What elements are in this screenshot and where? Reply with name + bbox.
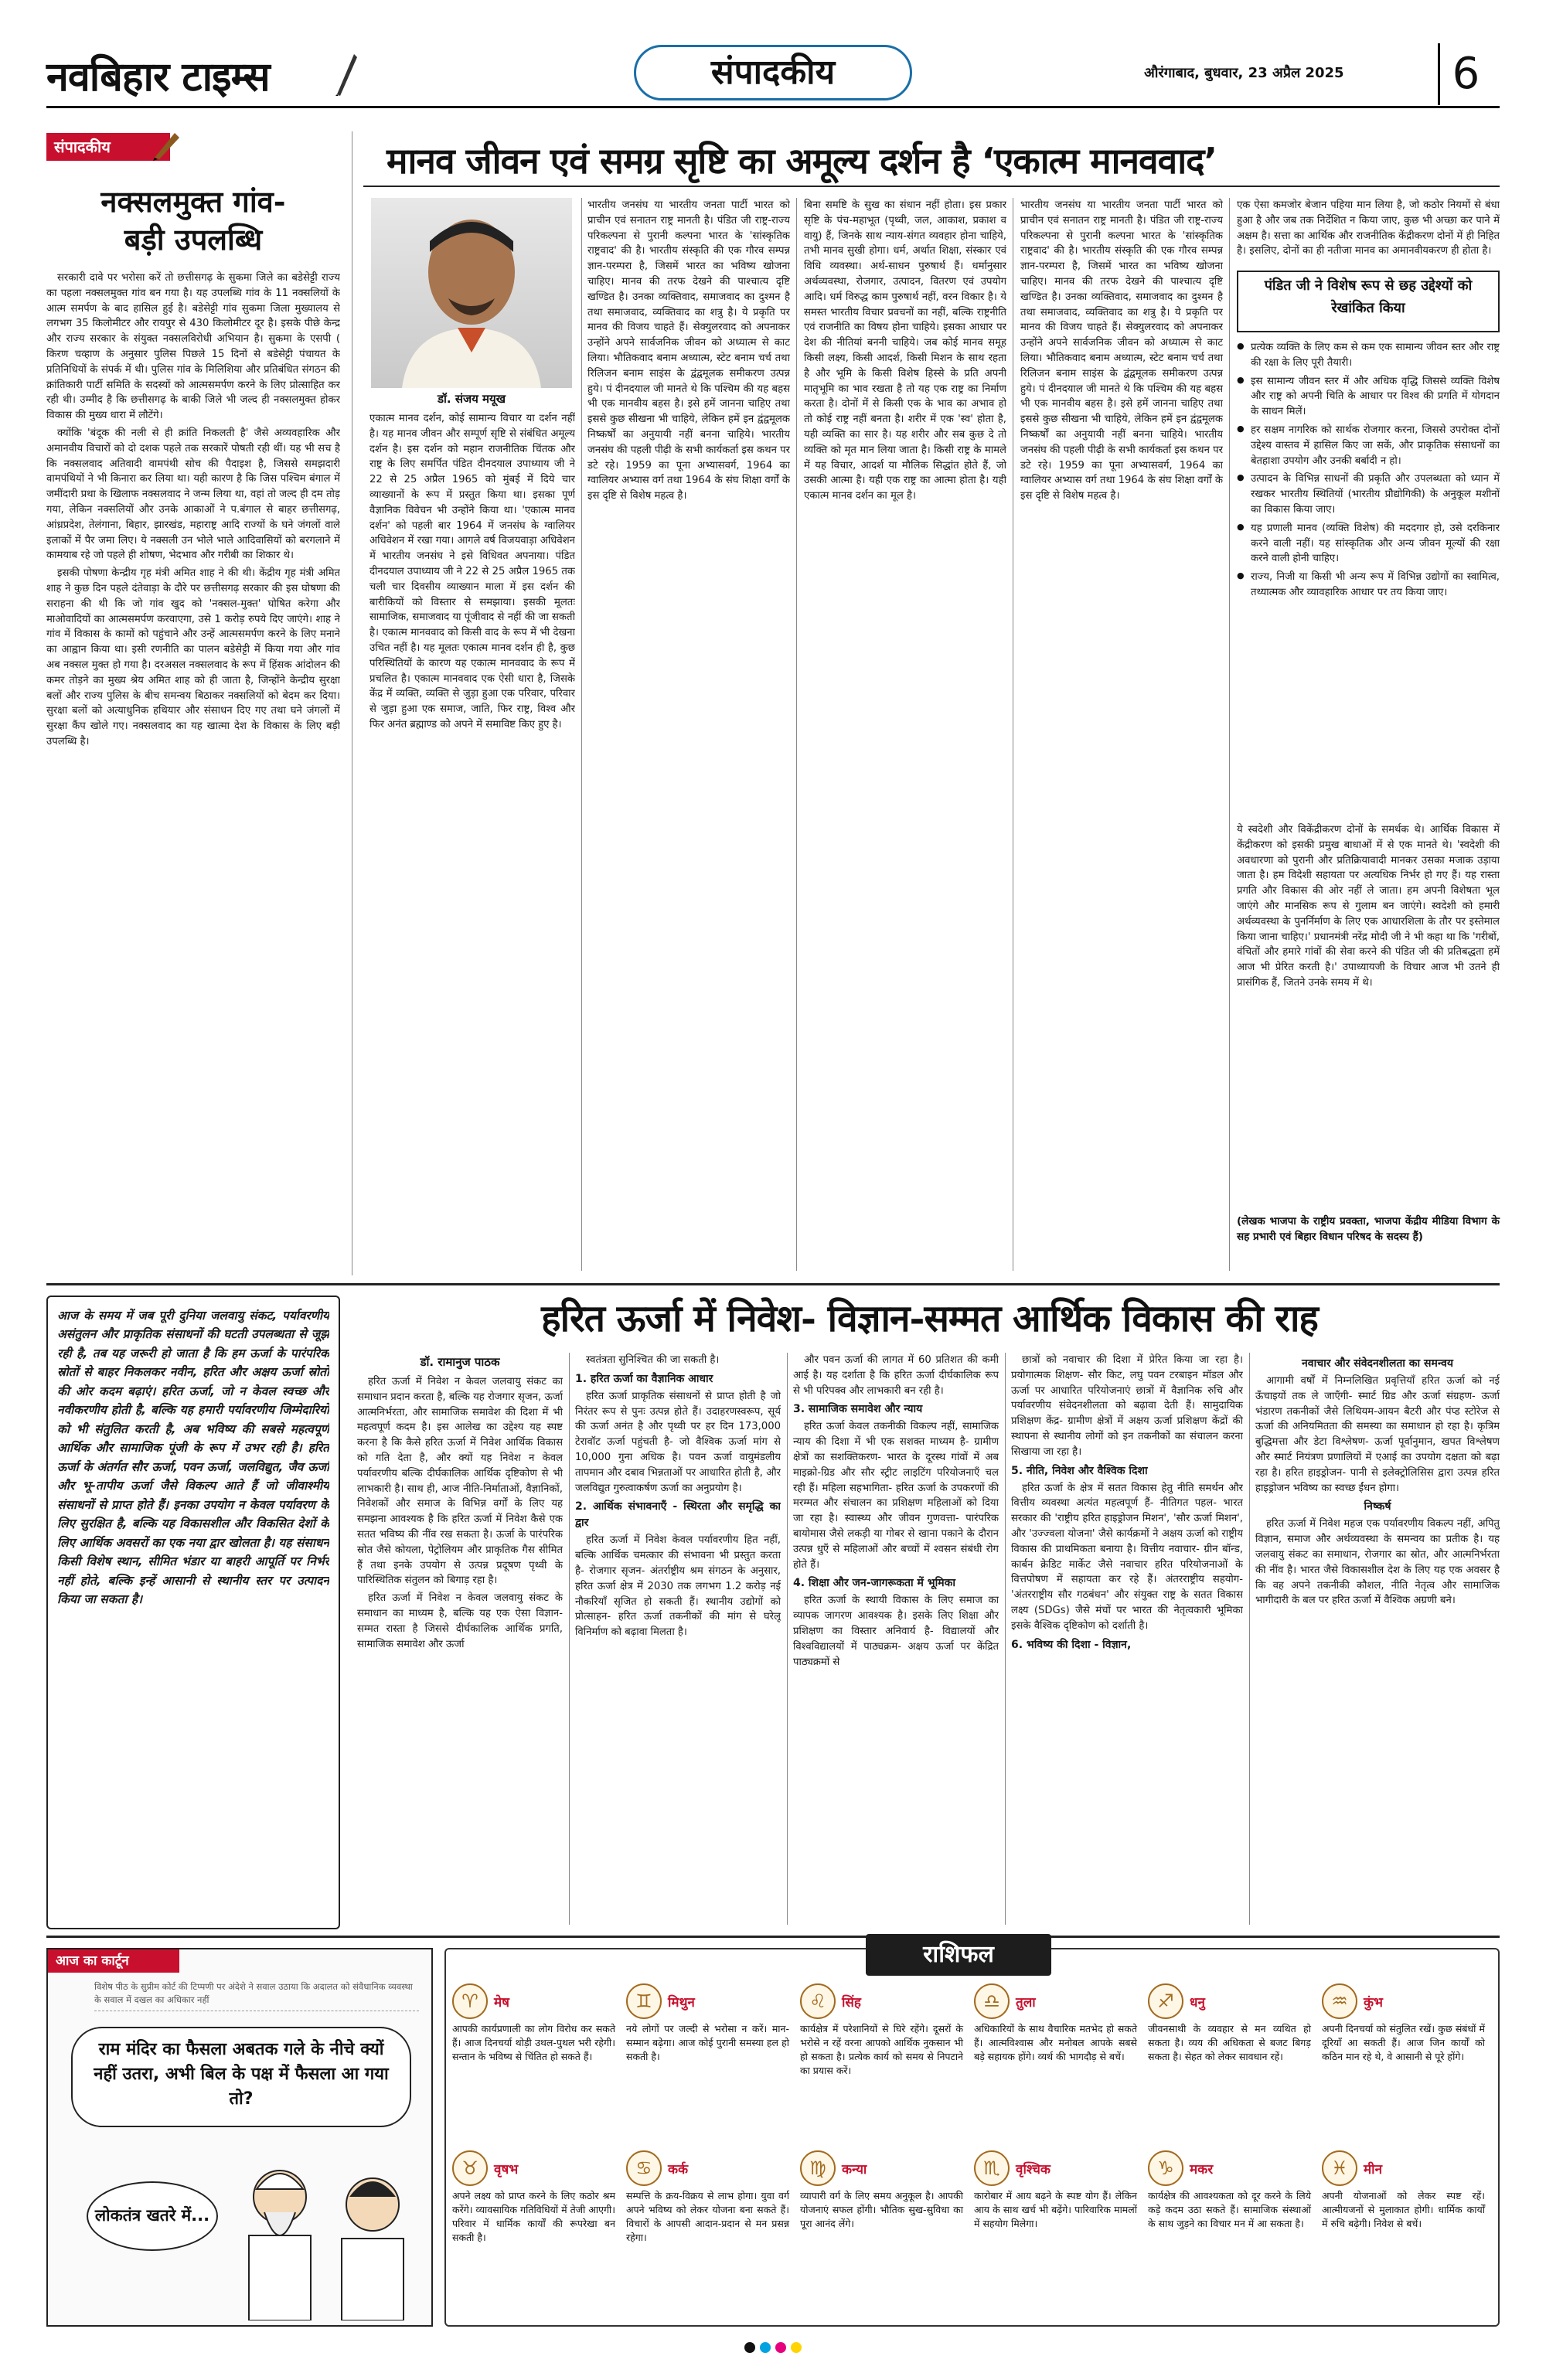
column-divider (1229, 198, 1230, 1271)
article2-column-4 (1011, 1353, 1243, 1925)
article2-paragraph: आगामी वर्षों में निम्नलिखित प्रवृत्तियाँ हरित ऊर्जा को नई ऊँचाइयों तक ले जाएँगी- स्मार्ट ग्रिड और ऊर्जा संग्रहण- ऊर्जा भंडारण तकनीकों जैसे लिथियम-आयन बैटरी और पंप्ड स्टोरेज से ऊर्जा की अनियमितता की समस्या का समाधान हो रहा है। कृत्रिम बुद्धिमत्ता और डेटा विश्लेषण- ऊर्जा पूर्वानुमान, खपत विश्लेषण और स्मार्ट नियंत्रण प्रणालियों में एआई का उपयोग दक्षता को बढ़ा रहा है। हरित हाइड्रोजन- पानी से इलेक्ट्रोलिसिस द्वारा उत्पन्न हरित हाइड्रोजन भविष्य का स्वच्छ ईंधन होगा। (1255, 1375, 1500, 1494)
rashifal-title-text: राशिफल (923, 1941, 994, 1968)
article2-column-5 (1255, 1353, 1500, 1925)
article2-paragraph: हरित ऊर्जा में निवेश न केवल जलवायु संकट के समाधान का माध्यम है, बल्कि यह एक ऐसा विज्ञान-सम्मत रास्ता है जिससे दीर्घकालिक आर्थिक प्रगति, सामाजिक समावेश और ऊर्जा (357, 1592, 563, 1650)
article1-author-credit: (लेखक भाजपा के राष्ट्रीय प्रवक्ता, भाजपा केंद्रीय मीडिया विभाग के सह प्रभारी एवं बिहार विधान परिषद के सदस्य हैं) (1237, 1215, 1500, 1244)
article1-column-4-bottom: ये स्वदेशी और विकेंद्रीकरण दोनों के समर्थक थे। आर्थिक विकास में केंद्रीकरण को इसकी प्रमुख बाधाओं में से एक मानते थे। 'स्वदेशी की अवधारणा को पुरानी और प्रतिक्रियावादी मानकर उसका मजाक उड़ाया जाता है। हम विदेशी सहायता पर अत्यधिक निर्भर हो गए हैं। यह रास्ता प्रगति और विकास की ओर नहीं ले जाता। हम अपनी विशेषता भूल जाएंगे और मानसिक रूप से गुलाम बन जाएंगे। स्वदेशी को हमारी अर्थव्यवस्था के पुनर्निर्माण के लिए एक आधारशिला के तौर पर इस्तेमाल किया जाना चाहिए।' प्रधानमंत्री नरेंद्र मोदी जी ने भी कहा था कि 'गरीबों, वंचितों और हमारे गांवों की सेवा करने की पंडित जी की प्रतिबद्धता हमें आज भी प्रेरित करती है।' उपाध्यायजी के विचार आज भी उतने ही प्रासंगिक हैं, जितने उनके समय में थे। (1237, 824, 1500, 989)
page-number: 6 (1438, 43, 1492, 105)
article2-subhead: नवाचार और संवेदनशीलता का समन्वय (1302, 1357, 1453, 1370)
zodiac-name: मकर (1190, 2161, 1214, 2177)
rashifal-title (866, 1934, 1051, 1976)
section-separator (46, 1936, 1500, 1938)
article2-subhead: 6. भविष्य की दिशा - विज्ञान, (1011, 1638, 1132, 1651)
zodiac-icon: ♍ (800, 2150, 836, 2186)
cartoon-panel (46, 1948, 433, 2327)
zodiac-prediction: कार्यक्षेत्र में परेशानियों से घिरे रहेंगे। दूसरों के भरोसे न रहें वरना आपको आर्थिक नुकसान भी हो सकता है। प्रत्येक कार्य को समय से निपटाने का प्रयास करें। (800, 2023, 963, 2077)
pen-icon (152, 130, 182, 161)
objectives-box-title (1237, 271, 1500, 332)
column-divider (569, 1353, 570, 1925)
zodiac-card (626, 1983, 789, 2143)
objective-item: ● इस सामान्य जीवन स्तर में और अधिक वृद्धि जिससे व्यक्ति विशेष और राष्ट्र को अपनी चिति के आधार पर विश्व की प्रगति में योगदान के साधन मिलें। (1237, 374, 1500, 420)
zodiac-prediction: कार्यक्षेत्र की आवश्यकता को दूर करने के लिये कड़े कदम उठा सकते हैं। सामाजिक संस्थाओं के साथ जुड़ने का विचार मन में आ सकता है। (1148, 2190, 1311, 2230)
zodiac-card (452, 1983, 615, 2143)
article2-paragraph: हरित ऊर्जा के स्थायी विकास के लिए समाज का व्यापक जागरण आवश्यक है। इसके लिए शिक्षा और प्रशिक्षण का विस्तार अनिवार्य है- विद्यालयों और विश्वविद्यालयों में पाठ्यक्रम- अक्षय ऊर्जा पर केंद्रित पाठ्यक्रमों से (793, 1595, 999, 1668)
print-registration-marks (464, 2342, 1082, 2354)
article2-intro-box (46, 1296, 340, 1929)
zodiac-prediction: सम्पत्ति के क्रय-विक्रय से लाभ होगा। युवा वर्ग अपने भविष्य को लेकर योजना बना सकते हैं। विचारों के आपसी आदान-प्रदान से मन प्रसन्न रहेगा। (626, 2190, 789, 2244)
editorial-paragraph: इसकी पोषणा केन्द्रीय गृह मंत्री अमित शाह ने की थी। केंद्रीय गृह मंत्री अमित शाह ने कुछ दिन पहले दंतेवाड़ा के दौरे पर छत्तीसगढ़ सरकार की इस घोषणा की सराहना की थी कि जो गांव खुद को 'नक्सल-मुक्त' घोषित करेगा और माओवादियों का आत्मसमर्पण करवाएगा, उसे 1 करोड़ रुपये दिए जाएंगे। शाह ने गांव में विकास के कामों को पहुंचाने और उन्हें आत्मसमर्पण करने के लिए मनाने का आह्वान किया था। इसी रणनीति का पालन बडेसेट्टी में किया गया और गांव अब नक्सल मुक्त हो गया है। दरअसल नक्सलवाद के रूप में हिंसक आंदोलन की कमर तोड़ने का मुख्य श्रेय अमित शाह को ही जाता है, जिन्होंने केन्द्रीय सुरक्षा बलों और राज्य पुलिस के बीच समन्वय बिठाकर नक्सलियों को बेदम कर दिया। सुरक्षा बलों को अत्याधुनिक हथियार और संसाधन दिए गए तथा घने जंगलों में सुरक्षा कैंप खोले गए। नक्सलवाद का यह खात्मा देश के विकास के लिए बड़ी उपलब्धि है। (46, 567, 340, 747)
objectives-list (1237, 340, 1500, 819)
article2-column-3 (793, 1353, 999, 1925)
dateline: औरंगाबाद, बुधवार, 23 अप्रैल 2025 (1144, 65, 1344, 81)
article2-column-2 (575, 1353, 781, 1925)
zodiac-icon: ♎ (974, 1983, 1010, 2019)
article2-paragraph: हरित ऊर्जा केवल तकनीकी विकल्प नहीं, सामाजिक न्याय की दिशा में भी एक सशक्त माध्यम है- ग्रामीण क्षेत्रों का सशक्तिकरण- भारत के दूरस्थ गांवों में अब माइक्रो-ग्रिड और सौर स्ट्रीट लाइटिंग परियोजनाएँ चल रही हैं। महिला सहभागिता- हरित ऊर्जा के उपकरणों की मरम्मत और संचालन का प्रशिक्षण महिलाओं को दिया जा रहा है। स्वास्थ्य और जीवन गुणवत्ता- पारंपरिक बायोमास जैसे लकड़ी या गोबर से खाना पकाने के दौरान उत्पन्न धुएँ से महिलाओं और बच्चों में श्वसन संबंधी रोग होते हैं। (793, 1421, 999, 1571)
article2-subhead: 3. सामाजिक समावेश और न्याय (793, 1403, 923, 1416)
article2-author: डॉ. रामानुज पाठक (420, 1355, 500, 1369)
zodiac-card (452, 2150, 615, 2310)
objectives-box-title-text: पंडित जी ने विशेष रूप से छह उद्देश्यों को रेखांकित किया (1264, 277, 1473, 316)
column-divider (581, 198, 582, 1271)
zodiac-name: मिथुन (668, 1994, 695, 2011)
article2-paragraph: छात्रों को नवाचार की दिशा में प्रेरित किया जा रहा है। प्रयोगात्मक शिक्षण- सौर किट, लघु पवन टरबाइन मॉडल और ऊर्जा पर आधारित परियोजनाएं छात्रों में वैज्ञानिक रुचि और पर्यावरणीय संवेदनशीलता को बढ़ावा देती हैं। सामुदायिक प्रशिक्षण केंद्र- ग्रामीण क्षेत्रों में अक्षय ऊर्जा प्रशिक्षण केंद्रों की स्थापना से स्थानीय लोगों को इन तकनीकों का संचालन करना सिखाया जा रहा है। (1011, 1354, 1243, 1458)
article2-paragraph: हरित ऊर्जा में निवेश केवल पर्यावरणीय हित नहीं, बल्कि आर्थिक चमत्कार की संभावना भी प्रस्तुत करता है- रोजगार सृजन- अंतर्राष्ट्रीय श्रम संगठन के अनुसार, हरित ऊर्जा क्षेत्र में 2030 तक लगभग 1.2 करोड़ नई नौकरियाँ सृजित हो सकती हैं। स्थानीय उद्योगों को प्रोत्साहन- हरित ऊर्जा तकनीकों की मांग से घरेलू विनिर्माण को बढ़ावा मिलता है। (575, 1534, 781, 1639)
column-divider (1005, 1353, 1006, 1925)
zodiac-name: सिंह (842, 1994, 861, 2011)
zodiac-icon: ♋ (626, 2150, 662, 2186)
zodiac-name: मेष (494, 1994, 509, 2011)
cartoon-speech-bubble-2 (87, 2181, 218, 2251)
article2-paragraph: स्वतंत्रता सुनिश्चित की जा सकती है। (586, 1354, 720, 1366)
zodiac-name: वृषभ (494, 2161, 519, 2177)
cartoon-speech-text-2: लोकतंत्र खतरे में... (94, 2206, 210, 2225)
cartoon-speech-text: राम मंदिर का फैसला अबतक गले के नीचे क्यों नहीं उतरा, अभी बिल के पक्ष में फैसला आ गया तो? (94, 2040, 389, 2109)
section-title: संपादकीय (634, 45, 912, 100)
cartoon-caption: विशेष पीठ के सुप्रीम कोर्ट की टिप्पणी पर अंदेशे ने सवाल उठाया कि अदालत को संवैधानिक व्यवस्था के सवाल में दखल का अधिकार नहीं (94, 1980, 419, 2011)
newspaper-brand: नवबिहार टाइम्स (46, 53, 270, 100)
zodiac-prediction: अपनी योजनाओं को लेकर स्पष्ट रहें। आत्मीयजनों से मुलाकात होगी। धार्मिक कार्यों में रुचि बढ़ेगी। निवेश से बचें। (1322, 2190, 1485, 2230)
article2-column-1 (357, 1374, 563, 1915)
column-divider (787, 1353, 788, 1925)
zodiac-card (800, 2150, 963, 2310)
zodiac-name: कन्या (842, 2161, 867, 2177)
objective-item: ● राज्य, निजी या किसी भी अन्य रूप में विभिन्न उद्योगों का स्वामित्व, तथ्यात्मक और व्यावहारिक आधार पर तय किया जाए। (1237, 570, 1500, 601)
zodiac-icon: ♏ (974, 2150, 1010, 2186)
article2-paragraph: हरित ऊर्जा में निवेश महज एक पर्यावरणीय विकल्प नहीं, अपितु विज्ञान, समाज और अर्थव्यवस्था के समन्वय का प्रतीक है। यह जलवायु संकट का समाधान, रोजगार का स्रोत, और आत्मनिर्भरता की नींव है। भारत जैसे विकासशील देश के लिए यह एक अवसर है कि वह अपने तकनीकी कौशल, नीति नेतृत्व और सामाजिक भागीदारी के बल पर हरित ऊर्जा में वैश्विक अग्रणी बने। (1255, 1518, 1500, 1607)
zodiac-prediction: कारोबार में आय बढ़ने के स्पष्ट योग हैं। लेकिन आय के साथ खर्च भी बढ़ेंगे। पारिवारिक मामलों में सहयोग मिलेगा। (974, 2190, 1137, 2230)
article2-subhead: 5. नीति, निवेश और वैश्विक दिशा (1011, 1464, 1148, 1477)
zodiac-card (1148, 1983, 1311, 2143)
objective-item: ● प्रत्येक व्यक्ति के लिए कम से कम एक सामान्य जीवन स्तर और राष्ट्र की रक्षा के लिए पूरी तैयारी। (1237, 340, 1500, 371)
zodiac-card (626, 2150, 789, 2310)
zodiac-prediction: नये लोगों पर जल्दी से भरोसा न करें। मान-सम्मान बढ़ेगा। आज कोई पुरानी समस्या हल हो सकती है। (626, 2023, 789, 2063)
zodiac-card (974, 2150, 1137, 2310)
zodiac-prediction: अधिकारियों के साथ वैचारिक मतभेद हो सकते हैं। आत्मविश्वास और मनोबल आपके सबसे बड़े सहायक होंगे। व्यर्थ की भागदौड़ से बचें। (974, 2023, 1137, 2063)
pen-icon (332, 51, 359, 96)
cartoon-tag: आज का कार्टून (48, 1949, 179, 1973)
zodiac-name: तुला (1016, 1994, 1036, 2011)
zodiac-name: धनु (1190, 1994, 1205, 2011)
zodiac-card (1322, 1983, 1485, 2143)
zodiac-name: मीन (1364, 2161, 1383, 2177)
zodiac-icon: ♊ (626, 1983, 662, 2019)
objective-item: ● हर सक्षम नागरिक को सार्थक रोजगार करना, जिससे उपरोक्त दोनों उद्देश्य वास्तव में हासिल किए जा सकें, और प्राकृतिक संसाधनों का बेतहाशा उपयोग और उनकी बर्बादी न हो। (1237, 423, 1500, 468)
author-photo (371, 198, 572, 388)
article2-paragraph: हरित ऊर्जा में निवेश न केवल जलवायु संकट का समाधान प्रदान करता है, बल्कि यह रोजगार सृजन, ऊर्जा आत्मनिर्भरता, और सामाजिक समावेश की दिशा में भी महत्वपूर्ण कदम है। इस आलेख का उद्देश्य यह स्पष्ट करना है कि कैसे हरित ऊर्जा में निवेश आर्थिक विकास को गति देता है, और क्यों यह निवेश न केवल पर्यावरणीय बल्कि दीर्घकालिक आर्थिक दृष्टिकोण से भी लाभकारी है। साथ ही, आज नीति-निर्माताओं, वैज्ञानिकों, निवेशकों और समाज के विभिन्न वर्गों के लिए यह समझना आवश्यक है कि हरित ऊर्जा में निवेश कैसे एक सतत भविष्य की नींव रख सकता है। ऊर्जा के पारंपरिक स्रोत जैसे कोयला, पेट्रोलियम और प्राकृतिक गैस सीमित हैं तथा इनके उपयोग से उत्पन्न प्रदूषण पृथ्वी के पारिस्थितिक संतुलन को बिगाड़ रहा है। (357, 1376, 563, 1587)
zodiac-card (1322, 2150, 1485, 2310)
article2-intro: आज के समय में जब पूरी दुनिया जलवायु संकट, पर्यावरणीय असंतुलन और प्राकृतिक संसाधनों की घटती उपलब्धता से जूझ रही है, तब यह जरूरी हो जाता है कि हम ऊर्जा के पारंपरिक स्रोतों से बाहर निकलकर नवीन, हरित और अक्षय ऊर्जा स्रोतों की ओर कदम बढ़ाएं। हरित ऊर्जा, जो न केवल स्वच्छ और नवीकरणीय होती है, बल्कि यह हमारी पर्यावरणीय जिम्मेदारियों को भी संतुलित करती है, अब भविष्य की सबसे महत्वपूर्ण आर्थिक और सामाजिक पूंजी के रूप में उभर रही है। हरित ऊर्जा के अंतर्गत सौर ऊर्जा, पवन ऊर्जा, जलविद्युत, जैव ऊर्जा और भू-तापीय ऊर्जा जैसे विकल्प आते हैं जो जीवाश्मीय संसाधनों से प्राप्त होते हैं। इनका उपयोग न केवल पर्यावरण के लिए सुरक्षित है, बल्कि यह विकासशील और विकसित देशों के लिए आर्थिक अवसरों का एक नया द्वार खोलता है। यह संसाधन किसी विशेष स्थान, सीमित भंडार या बाहरी आपूर्ति पर निर्भर नहीं होते, बल्कि इन्हें आसानी से स्थानीय स्तर पर उत्पादन किया जा सकता है। (57, 1309, 329, 1607)
article1-column-4-top: एक ऐसा कमजोर बेजान पहिया मान लिया है, जो कठोर नियमों से बंधा हुआ है और जब तक निर्देशित न किया जाए, कुछ भी अच्छा कर पाने में अक्षम है। सत्ता का आर्थिक और राजनीतिक केंद्रीकरण दोनों में ही निहित है। इसलिए, दोनों का ही नतीजा मानव का अमानवीयकरण ही होता है। (1237, 199, 1500, 257)
article1-author: डॉ. संजय मयूख (438, 392, 506, 406)
editorial-paragraph: सरकारी दावे पर भरोसा करें तो छत्तीसगढ़ के सुकमा जिले का बडेसेट्टी राज्य का पहला नक्सलमुक्त गांव बन गया है। यह उपलब्धि गांव के 11 नक्सलियों के आत्म समर्पण के बाद हासिल हुई है। बडेसेट्टी गांव सुकमा जिला मुख्यालय से लगभग 35 किलोमीटर और रायपुर से 430 किलोमीटर दूर है। इसके पीछे केन्द्र और राज्य सरकार के संयुक्त नक्सलविरोधी अभियान है। सुकमा के एसपी ( किरण चव्हाण के अनुसार पुलिस पिछले 15 दिनों से बडेसेट्टी पंचायत के प्रतिनिधियों के संपर्क में थी। पुलिस गांव के मिलिशिया और प्रतिबंधित संगठन की क्रांतिकारी पार्टी समिति के सदस्यों को आत्मसमर्पण करने के लिए प्रोत्साहित कर रही थी। उम्मीद है कि छत्तीसगढ़ के बाकी जिले भी जल्द ही नक्सलमुक्त होकर विकास की मुख्य धारा में लौटेंगे। (46, 272, 340, 422)
zodiac-icon: ♐ (1148, 1983, 1183, 2019)
cartoon-figures (233, 2143, 427, 2320)
editorial-body (46, 271, 340, 1275)
editorial-title-line2: बड़ी उपलब्धि (124, 222, 263, 257)
zodiac-prediction: व्यापारी वर्ग के लिए समय अनुकूल है। आपकी योजनाएं सफल होंगी। भौतिक सुख-सुविधा का पूरा आनंद लेंगे। (800, 2190, 963, 2230)
editorial-paragraph: क्योंकि 'बंदूक की नली से ही क्रांति निकलती है' जैसे अव्यवहारिक और अमानवीय विचारों को दो दशक पहले तक सरकारें पोषती रही थीं। यह भी सच है कि नक्सलवाद अतिवादी वामपंथी सोच की पैदाइश है, जिससे समझदारी वामपंथियों ने भी किनारा कर लिया था। यही कारण है कि जिस पश्चिम बंगाल में जमींदारी प्रथा के खिलाफ नक्सलवाद ने जन्म लिया था, वहां तो जल्द ही दम तोड़ गया, लेकिन नक्सलियों और उनके आकाओं ने प.बंगाल से बाहर छत्तीसगढ़, आंध्रप्रदेश, तेलंगाना, बिहार, झारखंड, महाराष्ट्र आदि राज्यों के घने जंगलों वाले इलाकों में पैर जमा लिए। ये नक्सली उन भोले भाले आदिवासियों को बरगलाने में कामयाब रहे जो पहले ही शोषण, भेदभाव और गरीबी का शिकार थे। (46, 427, 340, 562)
zodiac-card (800, 1983, 963, 2143)
article2-paragraph: हरित ऊर्जा के क्षेत्र में सतत विकास हेतु नीति समर्थन और वित्तीय व्यवस्था अत्यंत महत्वपूर्ण हैं- नीतिगत पहल- भारत सरकार की 'राष्ट्रीय हरित हाइड्रोजन मिशन', 'सौर ऊर्जा मिशन', और 'उज्ज्वला योजना' जैसे कार्यक्रमों ने अक्षय ऊर्जा को राष्ट्रीय विकास की प्राथमिकता बनाया है। वित्तीय नवाचार- ग्रीन बॉन्ड, कार्बन क्रेडिट मार्केट जैसे नवाचार हरित परियोजनाओं के वित्तपोषण में सहायता कर रहे हैं। अंतरराष्ट्रीय सहयोग- 'अंतरराष्ट्रीय सौर गठबंधन' और संयुक्त राष्ट्र के सतत विकास लक्ष्य (SDGs) जैसे मंचों पर भारत की नेतृत्वकारी भूमिका इसके वैश्विक दृष्टिकोण को दर्शाती है। (1011, 1482, 1243, 1632)
zodiac-icon: ♒ (1322, 1983, 1357, 2019)
article2-subhead: निष्कर्ष (1364, 1500, 1391, 1513)
zodiac-name: कर्क (668, 2161, 689, 2177)
zodiac-name: कुंभ (1364, 1994, 1384, 2011)
zodiac-name: वृश्चिक (1016, 2161, 1051, 2177)
zodiac-prediction: अपने लक्ष्य को प्राप्त करने के लिए कठोर श्रम करेंगे। व्यावसायिक गतिविधियों में तेजी आएगी। परिवार में धार्मिक कार्यों की रूपरेखा बन सकती है। (452, 2190, 615, 2244)
zodiac-card (1148, 2150, 1311, 2310)
zodiac-prediction: जीवनसाथी के व्यवहार से मन व्यथित हो सकता है। व्यय की अधिकता से बजट बिगड़ सकता है। सेहत को लेकर सावधान रहें। (1148, 2023, 1311, 2063)
article1-column-1: एकात्म मानव दर्शन, कोई सामान्य विचार या दर्शन नहीं है। यह मानव जीवन और सम्पूर्ण सृष्टि से संबंधित अमूल्य दर्शन है। इस दर्शन को महान राजनीतिक चिंतक और राष्ट्र के लिए समर्पित पंडित दीनदयाल उपाध्याय जी ने 22 से 25 अप्रैल 1965 को मुंबई में दिये चार व्याख्यानों के रूप में प्रस्तुत किया था। इसका पूर्ण वैज्ञानिक विवेचन भी उन्होंने किया था। 'एकात्म मानव दर्शन' को पहली बार 1964 में जनसंघ के ग्वालियर अधिवेशन में रखा गया। आगले वर्ष विजयवाड़ा अधिवेशन में भारतीय जनसंघ ने इसे विधिवत अपनाया। पंडित दीनदयाल उपाध्याय जी ने 22 से 25 अप्रैल 1965 तक चली चार दिवसीय व्याख्यान माला में इस दर्शन की बारीकियों को विस्तार से समझाया। इसकी मूलतः सामाजिक, समाजवाद या पूंजीवाद से नहीं की जा सकती है। एकात्म मानववाद को किसी वाद के रूप में भी देखना उचित नहीं है। यह मूलतः एकात्म मानव दर्शन ही है, कुछ परिस्थितियों के कारण यह एकात्म मानववाद के रूप में प्रचलित है। एकात्म मानववाद एक ऐसी धारा है, जिसके केंद्र में व्यक्ति, व्यक्ति से जुड़ा हुआ एक परिवार, परिवार से जुड़ा हुआ एक समाज, जाति, फिर राष्ट्र, विश्व और फिर अनंत ब्रह्माण्ड को अपने में समाविष्ट किए हुए है। (369, 413, 575, 730)
headline-underline (363, 186, 1500, 187)
objective-item: ● यह प्रणाली मानव (व्यक्ति विशेष) की मददगार हो, उसे दरकिनार करने वाली नहीं। यह सांस्कृतिक और अन्य जीवन मूल्यों की रक्षा करने वाली होनी चाहिए। (1237, 521, 1500, 567)
column-divider (1249, 1353, 1250, 1925)
zodiac-icon: ♉ (452, 2150, 488, 2186)
zodiac-icon: ♑ (1148, 2150, 1183, 2186)
editorial-tag-label: संपादकीय (54, 138, 111, 156)
zodiac-prediction: आपकी कार्यप्रणाली का लोग विरोध कर सकते हैं। आज दिनचर्या थोड़ी उथल-पुथल भरी रहेगी। सन्तान के भविष्य से चिंतित हो सकते हैं। (452, 2023, 615, 2063)
article2-paragraph: हरित ऊर्जा प्राकृतिक संसाधनों से प्राप्त होती है जो निरंतर रूप से पुनः उत्पन्न होते हैं। उदाहरणस्वरूप, सूर्य की ऊर्जा अनंत है और पृथ्वी पर हर दिन 173,000 टेरावॉट ऊर्जा पहुंचती है- जो वैश्विक ऊर्जा मांग से 10,000 गुना अधिक है। पवन ऊर्जा वायुमंडलीय तापमान और दबाव भिन्नताओं पर आधारित होती है, और जलविद्युत गुरुत्वाकर्षण ऊर्जा का अनुप्रयोग है। (575, 1390, 781, 1494)
zodiac-icon: ♈ (452, 1983, 488, 2019)
zodiac-card (974, 1983, 1137, 2143)
section-separator (46, 1283, 1500, 1285)
article2-subhead: 1. हरित ऊर्जा का वैज्ञानिक आधार (575, 1372, 713, 1385)
column-divider (796, 198, 797, 1271)
article2-subhead: 2. आर्थिक संभावनाएँ - स्थिरता और समृद्धि का द्वार (575, 1500, 781, 1530)
article2-headline: हरित ऊर्जा में निवेश- विज्ञान-सम्मत आर्थिक विकास की राह (541, 1297, 1318, 1340)
editorial-title-line1: नक्सलमुक्त गांव- (100, 184, 286, 219)
cartoon-speech-bubble (71, 2027, 411, 2127)
article1-column-3b: भारतीय जनसंघ या भारतीय जनता पार्टी भारत को प्राचीन एवं सनातन राष्ट्र मानती है। पंडित जी राष्ट्र-राज्य परिकल्पना से पुरानी कल्पना भारत के 'सांस्कृतिक राष्ट्रवाद' की है। भारतीय संस्कृति की एक गौरव सम्पन्न ज्ञान-परम्परा है, जिसमें भारत का भविष्य खोजना चाहिए। मानव की तरफ देखने की पाश्चात्य दृष्टि खण्डित है। उनका व्यक्तिवाद, समाजवाद का दुश्मन है तथा समाजवाद, व्यक्तिवाद का शत्रु है। ये प्रकृति पर मानव की विजय चाहते हैं। सेक्युलरवाद को अपनाकर उन्होंने अपने सार्वजनिक जीवन को अध्यात्म से काट लिया। भौतिकवाद बनाम अध्यात्म, स्टेट बनाम चर्च तथा रिलिजन बनाम साइंस के द्वंद्वमूलक समीकरण उत्पन्न हुये। पं दीनदयाल जी मानते थे कि पश्चिम की यह बहस भी एक मानवीय बहस है। इसे हमें जानना चाहिए तथा इससे कुछ सीखना भी चाहिये, लेकिन हमें इन द्वंद्वमूलक निष्कर्षों का अनुयायी नहीं बनना चाहिये। भारतीय जनसंघ की पहली पीढ़ी के सभी कार्यकर्ता इस कथन पर डटे रहे। 1959 का पूना अभ्यासवर्ग, 1964 का ग्वालियर अभ्यास वर्ग तथा 1964 के संघ शिक्षा वर्गों के इस दृष्टि से विशेष महत्व है। (1020, 199, 1223, 502)
article1-column-2: भारतीय जनसंघ या भारतीय जनता पार्टी भारत को प्राचीन एवं सनातन राष्ट्र मानती है। पंडित जी राष्ट्र-राज्य परिकल्पना से पुरानी कल्पना भारत के 'सांस्कृतिक राष्ट्रवाद' की है। भारतीय संस्कृति की एक गौरव सम्पन्न ज्ञान-परम्परा है, जिसमें भारत का भविष्य खोजना चाहिए। मानव की तरफ देखने की पाश्चात्य दृष्टि खण्डित है। उनका व्यक्तिवाद, समाजवाद का दुश्मन है तथा समाजवाद, व्यक्तिवाद का शत्रु है। ये प्रकृति पर मानव की विजय चाहते हैं। सेक्युलरवाद को अपनाकर उन्होंने अपने सार्वजनिक जीवन को अध्यात्म से काट लिया। भौतिकवाद बनाम अध्यात्म, स्टेट बनाम चर्च तथा रिलिजन बनाम साइंस के द्वंद्वमूलक समीकरण उत्पन्न हुये। पं दीनदयाल जी मानते थे कि पश्चिम की यह बहस भी एक मानवीय बहस है। इसे हमें जानना चाहिए तथा इससे कुछ सीखना भी चाहिये, लेकिन हमें इन द्वंद्वमूलक निष्कर्षों का अनुयायी नहीं बनना चाहिये। भारतीय जनसंघ की पहली पीढ़ी के सभी कार्यकर्ता इस कथन पर डटे रहे। 1959 का पूना अभ्यासवर्ग, 1964 का ग्वालियर अभ्यास वर्ग तथा 1964 के संघ शिक्षा वर्गों के इस दृष्टि से विशेष महत्व है। (587, 199, 790, 502)
article1-column-3: बिना समष्टि के सुख का संधान नहीं होता। इस प्रकार सृष्टि के पंच-महाभूत (पृथ्वी, जल, आकाश, प्रकाश व वायु) हैं, जिनके साथ न्याय-संगत व्यवहार होना चाहिये, तभी मानव सुखी होगा। धर्म, अर्थात शिक्षा, संस्कार एवं विधि व्यवस्था। अर्थ-साधन पुरुषार्थ हैं। धर्मानुसार अर्थव्यवस्था, रोजगार, उत्पादन, वितरण एवं उपयोग आदि। धर्म विरुद्ध काम पुरुषार्थ नहीं, वरन विकार है। ये समस्त भारतीय विचार प्रवचनों का नहीं, बल्कि राष्ट्रनीति एवं राजनीति का विषय होना चाहिये। इसका आधार पर देश की नीतियां बननी चाहिये। जब कोई मानव समूह किसी लक्ष्य, किसी आदर्श, किसी मिशन के साथ रहता है और भूमि के किसी विशेष हिस्से के प्रति अपनी मातृभूमि का भाव रखता है तो यह एक राष्ट्र का निर्माण करता है। दोनों में से किसी एक के भाव का अभाव हो तो कोई राष्ट्र नहीं बनता है। शरीर में एक 'स्व' होता है, यही व्यक्ति का सार है। यह शरीर और सब कुछ दे तो व्यक्ति को मृत मान लिया जाता है। किसी राष्ट्र के मामले में यह विचार, आदर्श या मौलिक सिद्धांत होते हैं, जो उसकी आत्मा है। यही एक राष्ट्र का आत्मा होता है। यही एकात्म मानव दर्शन का मूल है। (804, 199, 1006, 502)
article1-headline: मानव जीवन एवं समग्र सृष्टि का अमूल्य दर्शन है ‘एकात्म मानववाद’ (386, 140, 1217, 182)
zodiac-icon: ♌ (800, 1983, 836, 2019)
objective-item: ● उत्पादन के विभिन्न साधनों की प्रकृति और उपलब्धता को ध्यान में रखकर भारतीय स्थितियों (भारतीय प्रौद्योगिकी) के अनुकूल मशीनों का विकास किया जाए। (1237, 472, 1500, 517)
editorial-title (46, 182, 340, 259)
article2-paragraph: और पवन ऊर्जा की लागत में 60 प्रतिशत की कमी आई है। यह दर्शाता है कि हरित ऊर्जा दीर्घकालिक रूप से भी परिपक्व और लाभकारी बन रही है। (793, 1354, 999, 1397)
article2-subhead: 4. शिक्षा और जन-जागरूकता में भूमिका (793, 1577, 955, 1590)
zodiac-icon: ♓ (1322, 2150, 1357, 2186)
zodiac-prediction: अपनी दिनचर्या को संतुलित रखें। कुछ संबंधों में दूरियाँ आ सकती हैं। आज जिन कार्यों को कठिन मान रहे थे, वे आसानी से पूरे होंगे। (1322, 2023, 1485, 2063)
